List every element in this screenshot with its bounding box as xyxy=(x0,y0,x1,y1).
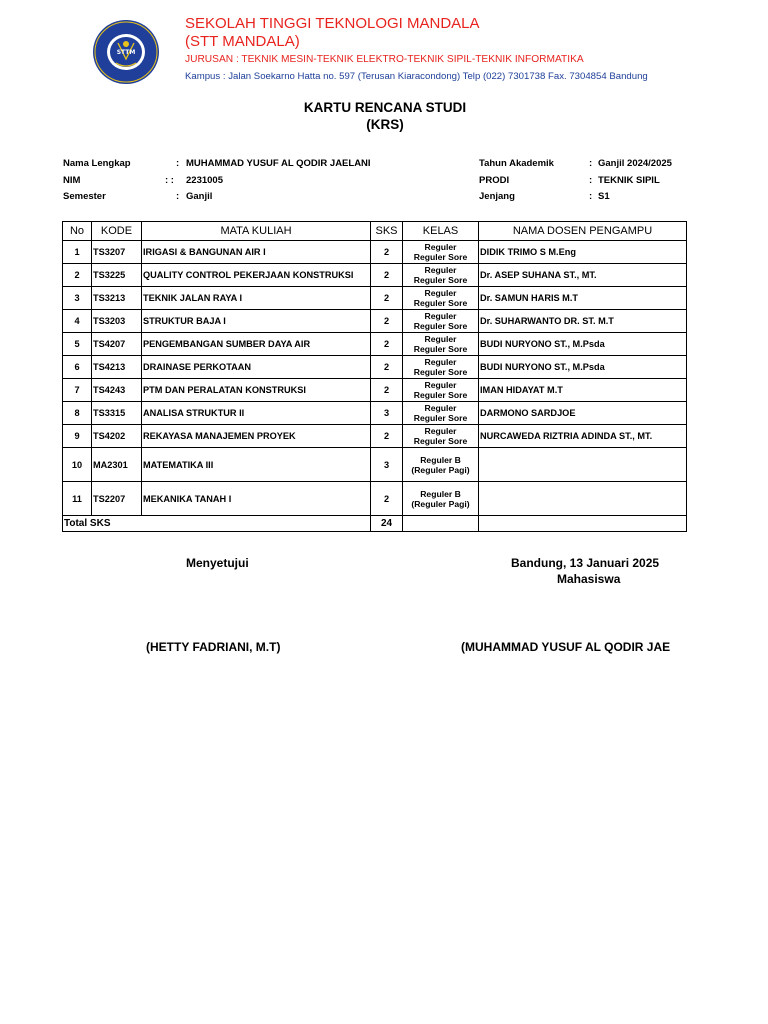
institution-short-name: (STT MANDALA) xyxy=(185,33,300,50)
student-sign-label: Mahasiswa xyxy=(557,572,621,586)
row-mata-kuliah: MATEMATIKA III xyxy=(142,448,371,482)
header-kelas: KELAS xyxy=(403,222,479,241)
row-kode: TS3315 xyxy=(92,402,142,425)
row-mata-kuliah: STRUKTUR BAJA I xyxy=(142,310,371,333)
kelas-line-2: Reguler Sore xyxy=(413,436,468,446)
row-no: 11 xyxy=(63,482,92,516)
kelas-line-1: Reguler xyxy=(424,357,457,367)
total-row xyxy=(63,516,687,532)
kelas-line-1: Reguler xyxy=(424,426,457,436)
document-title: KARTU RENCANA STUDI xyxy=(303,100,467,115)
kelas-line-2: Reguler Sore xyxy=(413,275,468,285)
institution-address: Kampus : Jalan Soekarno Hatta no. 597 (Terusan Kiaracondong) Telp (022) 7301738 Fax. 7304854 Bandung xyxy=(185,71,648,82)
nim-separator: : : xyxy=(165,175,174,186)
total-sks-label: Total SKS xyxy=(63,516,371,532)
course-table xyxy=(62,221,687,532)
header-no: No xyxy=(63,222,92,241)
row-dosen: DARMONO SARDJOE xyxy=(479,402,687,425)
logo-ring-text: SEKOLAH TINGGI TEKNOLOGI MANDALA xyxy=(92,15,208,21)
approval-label: Menyetujui xyxy=(186,556,249,570)
kelas-line-1: Reguler xyxy=(424,403,457,413)
table-row xyxy=(63,241,687,264)
row-kelas xyxy=(403,241,479,264)
institution-name: SEKOLAH TINGGI TEKNOLOGI MANDALA xyxy=(185,15,480,32)
row-kelas xyxy=(403,333,479,356)
row-sks: 2 xyxy=(371,425,403,448)
row-no: 8 xyxy=(63,402,92,425)
name-label: Nama Lengkap xyxy=(63,158,131,169)
row-mata-kuliah: IRIGASI & BANGUNAN AIR I xyxy=(142,241,371,264)
row-sks: 3 xyxy=(371,448,403,482)
semester-separator: : xyxy=(176,191,180,202)
row-sks: 2 xyxy=(371,287,403,310)
row-no: 7 xyxy=(63,379,92,402)
table-row xyxy=(63,310,687,333)
semester-label: Semester xyxy=(63,191,106,202)
kelas-line-1: Reguler xyxy=(424,265,457,275)
student-nim: 2231005 xyxy=(186,175,223,186)
header-kode: KODE xyxy=(92,222,142,241)
row-kode: TS2207 xyxy=(92,482,142,516)
row-sks: 2 xyxy=(371,310,403,333)
student-sign-name: (MUHAMMAD YUSUF AL QODIR JAE xyxy=(461,640,671,654)
row-no: 2 xyxy=(63,264,92,287)
table-row xyxy=(63,482,687,516)
kelas-line-2: Reguler Sore xyxy=(413,413,468,423)
level-separator: : xyxy=(589,191,593,202)
row-kode: TS3225 xyxy=(92,264,142,287)
kelas-line-2: Reguler Sore xyxy=(413,252,468,262)
row-dosen: NURCAWEDA RIZTRIA ADINDA ST., MT. xyxy=(479,425,687,448)
kelas-line-1: Reguler B xyxy=(420,454,461,465)
header-mata-kuliah: MATA KULIAH xyxy=(142,222,371,241)
kelas-line-2: Reguler Sore xyxy=(413,298,468,308)
row-no: 6 xyxy=(63,356,92,379)
row-dosen: BUDI NURYONO ST., M.Psda xyxy=(479,333,687,356)
logo-center-text: STTM xyxy=(116,49,136,56)
academic-year-label: Tahun Akademik xyxy=(479,158,554,169)
institution-logo xyxy=(92,15,208,85)
total-dosen-empty xyxy=(479,516,687,532)
table-row xyxy=(63,448,687,482)
advisor-name: (HETTY FADRIANI, M.T) xyxy=(146,640,281,654)
table-row xyxy=(63,333,687,356)
row-kode: MA2301 xyxy=(92,448,142,482)
row-kode: TS3207 xyxy=(92,241,142,264)
total-kelas-empty xyxy=(403,516,479,532)
row-sks: 2 xyxy=(371,333,403,356)
row-sks: 2 xyxy=(371,379,403,402)
row-sks: 2 xyxy=(371,264,403,287)
row-no: 4 xyxy=(63,310,92,333)
row-kode: TS4207 xyxy=(92,333,142,356)
row-kode: TS4243 xyxy=(92,379,142,402)
row-mata-kuliah: MEKANIKA TANAH I xyxy=(142,482,371,516)
header-dosen: NAMA DOSEN PENGAMPU xyxy=(479,222,687,241)
prodi-separator: : xyxy=(589,175,593,186)
table-header-row xyxy=(63,222,687,241)
row-mata-kuliah: QUALITY CONTROL PEKERJAAN KONSTRUKSI xyxy=(142,264,371,287)
kelas-line-2: Reguler Sore xyxy=(413,367,468,377)
row-kelas xyxy=(403,379,479,402)
row-dosen: Dr. SUHARWANTO DR. ST. M.T xyxy=(479,310,687,333)
kelas-line-2: Reguler Sore xyxy=(413,321,468,331)
row-kode: TS4202 xyxy=(92,425,142,448)
row-sks: 2 xyxy=(371,356,403,379)
row-mata-kuliah: PENGEMBANGAN SUMBER DAYA AIR xyxy=(142,333,371,356)
row-mata-kuliah: ANALISA STRUKTUR II xyxy=(142,402,371,425)
header-sks: SKS xyxy=(371,222,403,241)
level-label: Jenjang xyxy=(479,191,515,202)
row-dosen: Dr. SAMUN HARIS M.T xyxy=(479,287,687,310)
row-mata-kuliah: REKAYASA MANAJEMEN PROYEK xyxy=(142,425,371,448)
table-row xyxy=(63,356,687,379)
row-mata-kuliah: TEKNIK JALAN RAYA I xyxy=(142,287,371,310)
kelas-line-1: Reguler B xyxy=(420,488,461,499)
row-sks: 3 xyxy=(371,402,403,425)
nim-label: NIM xyxy=(63,175,81,186)
row-mata-kuliah: PTM DAN PERALATAN KONSTRUKSI xyxy=(142,379,371,402)
row-kode: TS3203 xyxy=(92,310,142,333)
row-kode: TS3213 xyxy=(92,287,142,310)
row-dosen: Dr. ASEP SUHANA ST., MT. xyxy=(479,264,687,287)
row-kelas xyxy=(403,356,479,379)
row-no: 3 xyxy=(63,287,92,310)
row-kelas xyxy=(403,402,479,425)
table-row xyxy=(63,425,687,448)
student-semester: Ganjil xyxy=(186,191,213,202)
document-subtitle: (KRS) xyxy=(366,117,404,132)
row-dosen: DIDIK TRIMO S M.Eng xyxy=(479,241,687,264)
row-dosen xyxy=(479,448,687,482)
row-kelas xyxy=(403,482,479,516)
kelas-line-1: Reguler xyxy=(424,334,457,344)
row-no: 10 xyxy=(63,448,92,482)
kelas-line-1: Reguler xyxy=(424,380,457,390)
kelas-line-1: Reguler xyxy=(424,311,457,321)
row-kelas xyxy=(403,310,479,333)
kelas-line-1: Reguler xyxy=(424,288,457,298)
row-no: 5 xyxy=(63,333,92,356)
row-dosen xyxy=(479,482,687,516)
row-kelas xyxy=(403,448,479,482)
row-dosen: BUDI NURYONO ST., M.Psda xyxy=(479,356,687,379)
row-no: 9 xyxy=(63,425,92,448)
row-mata-kuliah: DRAINASE PERKOTAAN xyxy=(142,356,371,379)
study-program: TEKNIK SIPIL xyxy=(598,175,660,186)
place-date: Bandung, 13 Januari 2025 xyxy=(511,556,660,570)
table-row xyxy=(63,264,687,287)
name-separator: : xyxy=(176,158,180,169)
row-kode: TS4213 xyxy=(92,356,142,379)
kelas-line-2: (Reguler Pagi) xyxy=(411,464,470,475)
study-level: S1 xyxy=(598,191,610,202)
academic-year: Ganjil 2024/2025 xyxy=(598,158,672,169)
row-sks: 2 xyxy=(371,482,403,516)
academic-year-separator: : xyxy=(589,158,593,169)
total-sks-value: 24 xyxy=(371,516,403,532)
kelas-line-2: Reguler Sore xyxy=(413,390,468,400)
kelas-line-2: (Reguler Pagi) xyxy=(411,498,470,509)
row-dosen: IMAN HIDAYAT M.T xyxy=(479,379,687,402)
student-name: MUHAMMAD YUSUF AL QODIR JAELANI xyxy=(186,158,371,169)
row-kelas xyxy=(403,287,479,310)
prodi-label: PRODI xyxy=(479,175,510,186)
row-kelas xyxy=(403,425,479,448)
row-sks: 2 xyxy=(371,241,403,264)
row-no: 1 xyxy=(63,241,92,264)
kelas-line-1: Reguler xyxy=(424,242,457,252)
table-row xyxy=(63,379,687,402)
institution-departments: JURUSAN : TEKNIK MESIN-TEKNIK ELEKTRO-TEKNIK SIPIL-TEKNIK INFORMATIKA xyxy=(185,54,584,65)
kelas-line-2: Reguler Sore xyxy=(413,344,468,354)
table-row xyxy=(63,287,687,310)
table-row xyxy=(63,402,687,425)
row-kelas xyxy=(403,264,479,287)
